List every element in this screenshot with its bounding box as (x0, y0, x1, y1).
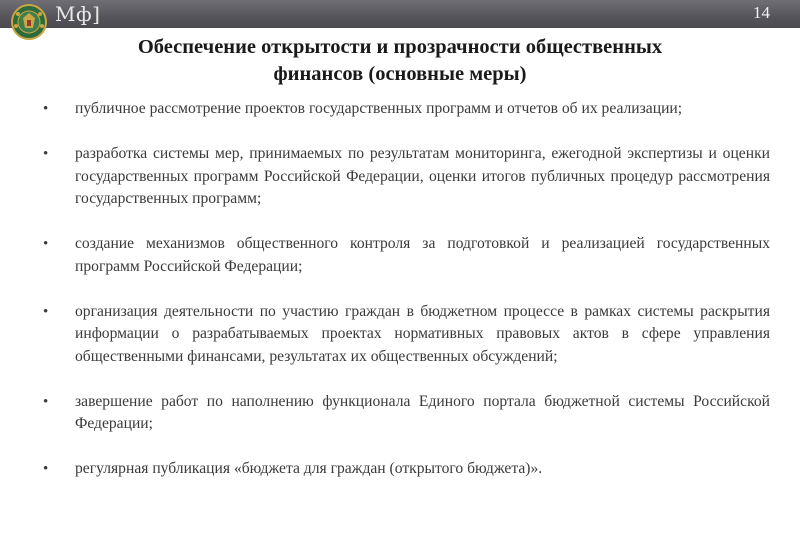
title-line-1: Обеспечение открытости и прозрачности общественных (137, 36, 663, 58)
list-item (40, 233, 770, 278)
bullet-icon: • (43, 236, 49, 252)
slide-title (40, 34, 760, 88)
list-item (40, 458, 770, 481)
bullet-icon: • (43, 146, 49, 162)
list-item (40, 391, 770, 436)
bullet-icon: • (43, 461, 49, 477)
slide-number: 14 (753, 3, 770, 22)
list-item-text: создание механизмов общественного контроля за подготовкой и реализацией государственных программ Российской Федерации; (75, 235, 770, 275)
header-band (0, 0, 800, 28)
bullet-icon: • (43, 303, 49, 320)
list-item-text: завершение работ по наполнению функционала Единого портала бюджетной системы Российской Федерации; (75, 392, 770, 432)
bullet-icon: • (43, 393, 49, 410)
list-item (40, 301, 770, 369)
measures-list (40, 98, 770, 481)
list-item-text: регулярная публикация «бюджета для граждан (открытого бюджета)». (75, 460, 543, 477)
list-item (40, 98, 770, 121)
list-item-text: разработка системы мер, принимаемых по результатам мониторинга, ежегодной экспертизы и оценки государственных программ Российской Федерации, оценки итогов публичных процедур рассмотрения государственных программ; (75, 145, 770, 207)
list-item-text: организация деятельности по участию граждан в бюджетном процессе в рамках системы раскрытия информации о разрабатываемых проектах нормативных правовых актов в сфере управления общественными финансами, результатах их общественных обсуждений; (75, 302, 770, 365)
list-item (40, 143, 770, 211)
ministry-logo-text: Мф] (55, 2, 101, 26)
list-item-text: публичное рассмотрение проектов государственных программ и отчетов об их реализации; (75, 100, 683, 117)
bullet-icon: • (43, 101, 49, 117)
title-line-2: финансов (основные меры) (273, 63, 527, 85)
